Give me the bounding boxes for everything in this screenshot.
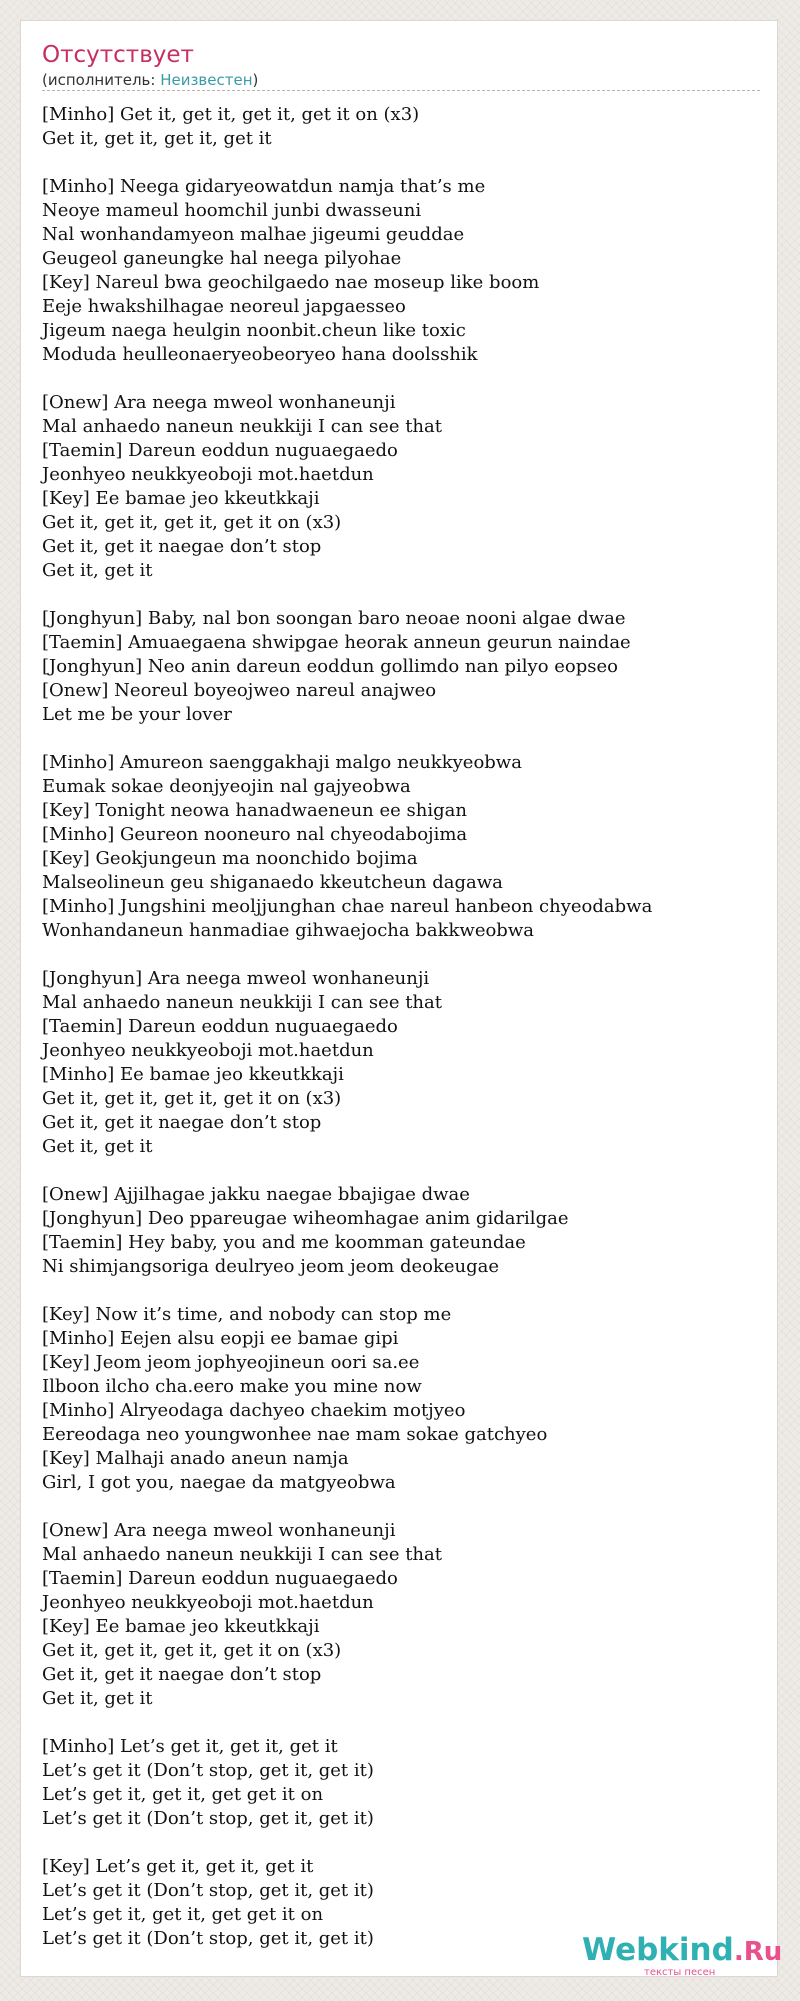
lyric-line: [Taemin] Hey baby, you and me koomman gateundae (42, 1232, 526, 1253)
lyric-line: Get it, get it, get it, get it on (x3) (42, 1640, 342, 1661)
lyric-line: [Minho] Amureon saenggakhaji malgo neukkyeobwa (42, 752, 522, 773)
lyric-line: Get it, get it (42, 560, 153, 581)
lyric-line: Geugeol ganeungke hal neega pilyohae (42, 248, 402, 269)
artist-link[interactable]: Неизвестен (160, 71, 253, 89)
artist-suffix: ) (252, 71, 259, 89)
lyric-line: Neoye mameul hoomchil junbi dwasseuni (42, 200, 422, 221)
lyric-line: Wonhandaneun hanmadiae gihwaejocha bakkweobwa (42, 920, 534, 941)
artist-prefix: (исполнитель: (42, 71, 161, 89)
lyrics-card (20, 20, 778, 1977)
lyric-line: Mal anhaedo naneun neukkiji I can see that (42, 992, 442, 1013)
logo-main-text: Webkind (582, 1932, 734, 1968)
lyric-line: [Minho] Jungshini meoljjunghan chae nareul hanbeon chyeodabwa (42, 896, 653, 917)
lyric-line: [Minho] Get it, get it, get it, get it on (x3) (42, 104, 420, 125)
lyric-line: [Minho] Eejen alsu eopji ee bamae gipi (42, 1328, 399, 1349)
lyric-line: Get it, get it naegae don’t stop (42, 1112, 322, 1133)
lyric-line: Mal anhaedo naneun neukkiji I can see that (42, 416, 442, 437)
lyric-line: Let’s get it (Don’t stop, get it, get it) (42, 1880, 374, 1901)
stanza-gap (42, 1495, 772, 1519)
lyric-line: [Key] Nareul bwa geochilgaedo nae moseup like boom (42, 272, 540, 293)
lyric-line: [Minho] Alryeodaga dachyeo chaekim motjyeo (42, 1400, 466, 1421)
lyric-line: [Jonghyun] Neo anin dareun eoddun gollimdo nan pilyo eopseo (42, 656, 619, 677)
lyric-line: Ni shimjangsoriga deulryeo jeom jeom deokeugae (42, 1256, 500, 1277)
logo-tagline: тексты песен (644, 1967, 716, 1978)
title-divider (42, 90, 760, 91)
lyric-line: [Key] Tonight neowa hanadwaeneun ee shigan (42, 800, 467, 821)
lyric-line: Jeonhyeo neukkyeoboji mot.haetdun (42, 1592, 374, 1613)
stanza-gap (42, 727, 772, 751)
lyric-line: Jeonhyeo neukkyeoboji mot.haetdun (42, 464, 374, 485)
stanza-gap (42, 1831, 772, 1855)
lyric-line: Let’s get it (Don’t stop, get it, get it) (42, 1760, 374, 1781)
lyric-line: [Onew] Ajjilhagae jakku naegae bbajigae dwae (42, 1184, 470, 1205)
lyric-line: [Key] Ee bamae jeo kkeutkkaji (42, 488, 320, 509)
lyric-line: [Key] Now it’s time, and nobody can stop me (42, 1304, 452, 1325)
lyric-line: [Jonghyun] Baby, nal bon soongan baro neoae nooni algae dwae (42, 608, 626, 629)
lyric-line: [Key] Let’s get it, get it, get it (42, 1856, 314, 1877)
lyric-line: Let’s get it, get it, get get it on (42, 1784, 324, 1805)
lyric-line: Let’s get it (Don’t stop, get it, get it) (42, 1808, 374, 1829)
lyric-line: Ilboon ilcho cha.eero make you mine now (42, 1376, 422, 1397)
lyric-line: Get it, get it naegae don’t stop (42, 1664, 322, 1685)
lyric-line: Get it, get it (42, 1136, 153, 1157)
stanza-gap (42, 1159, 772, 1183)
lyric-line: Let’s get it, get it, get get it on (42, 1904, 324, 1925)
lyric-line: Moduda heulleonaeryeobeoryeo hana doolsshik (42, 344, 478, 365)
lyric-line: Eereodaga neo youngwonhee nae mam sokae gatchyeo (42, 1424, 548, 1445)
lyric-line: Malseolineun geu shiganaedo kkeutcheun dagawa (42, 872, 503, 893)
stanza-gap (42, 151, 772, 175)
lyric-line: Get it, get it (42, 1688, 153, 1709)
stanza-gap (42, 1711, 772, 1735)
lyrics-body (42, 103, 772, 1951)
stanza-gap (42, 943, 772, 967)
lyric-line: Mal anhaedo naneun neukkiji I can see that (42, 1544, 442, 1565)
lyric-line: [Taemin] Dareun eoddun nuguaegaedo (42, 1568, 398, 1589)
lyric-line: Let me be your lover (42, 704, 232, 725)
logo-wordmark (582, 1932, 782, 1970)
lyric-line: [Key] Jeom jeom jophyeojineun oori sa.ee (42, 1352, 420, 1373)
lyric-line: [Taemin] Dareun eoddun nuguaegaedo (42, 1016, 398, 1037)
lyric-line: [Taemin] Dareun eoddun nuguaegaedo (42, 440, 398, 461)
lyric-line: [Jonghyun] Ara neega mweol wonhaneunji (42, 968, 430, 989)
lyric-line: Jeonhyeo neukkyeoboji mot.haetdun (42, 1040, 374, 1061)
logo-tld-text: .Ru (733, 1937, 783, 1967)
lyric-line: [Onew] Ara neega mweol wonhaneunji (42, 392, 396, 413)
lyric-line: Eumak sokae deonjyeojin nal gajyeobwa (42, 776, 411, 797)
lyric-line: [Onew] Ara neega mweol wonhaneunji (42, 1520, 396, 1541)
lyric-line: Jigeum naega heulgin noonbit.cheun like toxic (42, 320, 466, 341)
lyric-line: Nal wonhandamyeon malhae jigeumi geuddae (42, 224, 465, 245)
lyric-line: Girl, I got you, naegae da matgyeobwa (42, 1472, 396, 1493)
lyric-line: [Taemin] Amuaegaena shwipgae heorak anneun geurun naindae (42, 632, 631, 653)
lyric-line: [Jonghyun] Deo ppareugae wiheomhagae anim gidarilgae (42, 1208, 569, 1229)
lyric-line: Get it, get it, get it, get it on (x3) (42, 512, 342, 533)
lyric-line: [Minho] Ee bamae jeo kkeutkkaji (42, 1064, 344, 1085)
stanza-gap (42, 367, 772, 391)
lyric-line: [Key] Malhaji anado aneun namja (42, 1448, 349, 1469)
lyric-line: [Key] Ee bamae jeo kkeutkkaji (42, 1616, 320, 1637)
lyric-line: Let’s get it (Don’t stop, get it, get it) (42, 1928, 374, 1949)
lyric-line: [Minho] Neega gidaryeowatdun namja that’s me (42, 176, 486, 197)
lyric-line: Get it, get it, get it, get it on (x3) (42, 1088, 342, 1109)
lyric-line: [Minho] Geureon nooneuro nal chyeodabojima (42, 824, 468, 845)
site-logo[interactable] (582, 1932, 783, 1982)
lyric-line: [Minho] Let’s get it, get it, get it (42, 1736, 338, 1757)
lyric-line: Get it, get it, get it, get it (42, 128, 272, 149)
song-title: Отсутствует (42, 42, 194, 68)
stanza-gap (42, 1279, 772, 1303)
stanza-gap (42, 583, 772, 607)
lyric-line: Get it, get it naegae don’t stop (42, 536, 322, 557)
artist-line (42, 70, 258, 90)
lyric-line: [Onew] Neoreul boyeojweo nareul anajweo (42, 680, 437, 701)
lyric-line: Eeje hwakshilhagae neoreul japgaesseo (42, 296, 406, 317)
lyric-line: [Key] Geokjungeun ma noonchido bojima (42, 848, 418, 869)
